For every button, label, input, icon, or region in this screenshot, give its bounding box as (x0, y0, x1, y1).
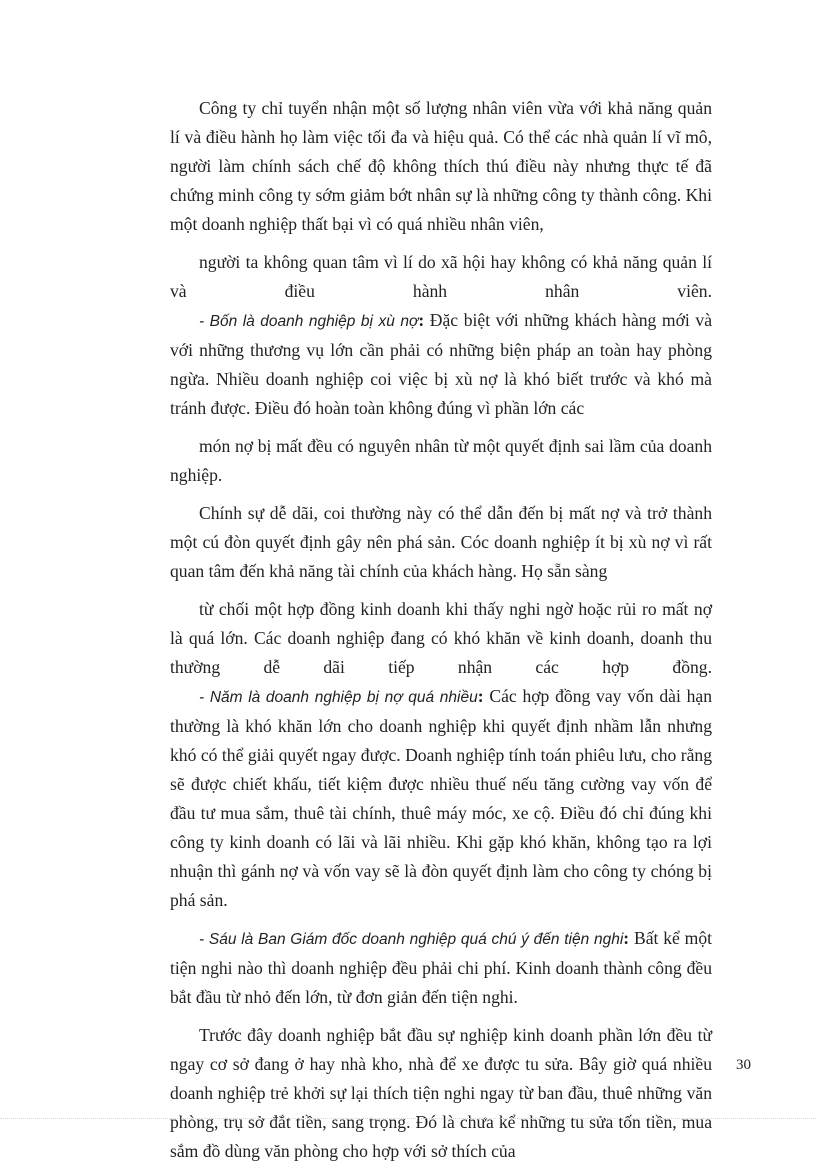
heading-nam: - Năm là doanh nghiệp bị nợ quá nhiều (199, 689, 478, 706)
page-number: 30 (736, 1057, 751, 1073)
paragraph-8-text: Bất kể một tiện nghi nào thì doanh nghiệp đều phải chi phí. Kinh doanh thành công đều bắt đầu từ nhỏ đến lớn, từ đơn giản đến tiện nghi. (170, 928, 713, 1007)
paragraph-3 (170, 306, 712, 423)
paragraph-8 (170, 924, 712, 1012)
heading-colon: : (418, 310, 425, 330)
heading-sau: - Sáu là Ban Giám đốc doanh nghiệp quá chú ý đến tiện nghi (199, 931, 624, 948)
paragraph-1: Công ty chỉ tuyển nhận một số lượng nhân viên vừa với khả năng quản lí và điều hành họ làm việc tối đa và hiệu quả. Có thể các nhà quản lí vĩ mô, người làm chính sách chế độ không thích thú điều này nhưng thực tế đã chứng minh công ty sớm giảm bớt nhân sự là những công ty thành công. Khi một doanh nghiệp thất bại vì có quá nhiều nhân viên, (170, 98, 712, 234)
heading-colon: : (623, 928, 630, 948)
paragraph-5: Chính sự dễ dãi, coi thường này có thể dẫn đến bị mất nợ và trở thành một cú đòn quyết định gây nên phá sản. Cóc doanh nghiệp ít bị xù nợ vì rất quan tâm đến khả năng tài chính của khách hàng. Họ sẵn sàng (170, 503, 712, 581)
document-body (170, 94, 712, 1166)
paragraph-9: Trước đây doanh nghiệp bắt đầu sự nghiệp kinh doanh phần lớn đều từ ngay cơ sở đang ở hay nhà kho, nhà để xe được tu sửa. Bây giờ quá nhiều doanh nghiệp trẻ khởi sự lại thích tiện nghi ngay từ ban đầu, thuê những văn phòng, trụ sở đắt tiền, sang trọng. Đó là chưa kể những tu sửa tốn tiền, mua sắm đồ dùng văn phòng cho hợp với sở thích của (170, 1025, 712, 1161)
paragraph-2: người ta không quan tâm vì lí do xã hội hay không có khả năng quản lí và điều hành nhân viên. (170, 252, 712, 301)
paragraph-4: món nợ bị mất đều có nguyên nhân từ một quyết định sai lầm của doanh nghiệp. (170, 436, 712, 485)
paragraph-3-text: Đặc biệt với những khách hàng mới và với những thương vụ lớn cần phải có những biện pháp an toàn hay phòng ngừa. Nhiều doanh nghiệp coi việc bị xù nợ là khó biết trước và khó mà tránh được. Điều đó hoàn toàn không đúng vì phần lớn các (170, 310, 712, 418)
page-bottom-border (0, 1118, 816, 1120)
paragraph-7-text: Các hợp đồng vay vốn dài hạn thường là khó khăn lớn cho doanh nghiệp khi quyết định nhầm lẫn nhưng khó có thể giải quyết ngay được. Doanh nghiệp tính toán phiêu lưu, cho rằng sẽ được chiết khấu, tiết kiệm được nhiều thuế nếu tăng cường vay vốn để đầu tư mua sắm, thuê tài chính, thuê máy móc, xe cộ. Điều đó chỉ đúng khi công ty kinh doanh có lãi và lãi nhiều. Khi gặp khó khăn, không tạo ra lợi nhuận thì gánh nợ và vốn vay sẽ là đòn quyết định làm cho công ty chóng bị phá sản. (170, 686, 712, 910)
paragraph-7 (170, 682, 712, 915)
paragraph-6: từ chối một hợp đồng kinh doanh khi thấy nghi ngờ hoặc rủi ro mất nợ là quá lớn. Các doanh nghiệp đang có khó khăn về kinh doanh, doanh thu thường dễ dãi tiếp nhận các hợp đồng. (170, 599, 712, 677)
heading-bon: - Bốn là doanh nghiệp bị xù nợ (199, 313, 419, 330)
heading-colon: : (477, 686, 484, 706)
